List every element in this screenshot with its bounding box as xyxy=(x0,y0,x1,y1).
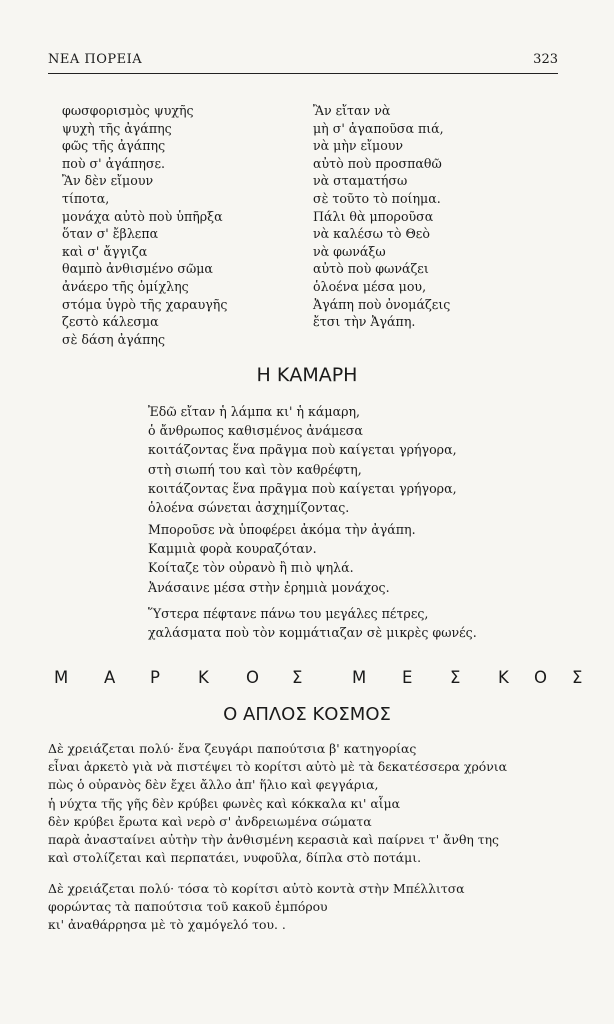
poem-line: Κοίταζε τὸν οὐρανὸ ἢ πιὸ ψηλά. xyxy=(148,560,354,576)
poem-line: Ὕστερα πέφτανε πάνω του μεγάλες πέτρες, xyxy=(148,606,429,621)
poem-line: ψυχὴ τῆς ἀγάπης xyxy=(62,120,172,136)
poem-title-kamari: Η ΚΑΜΑΡΗ xyxy=(256,364,358,386)
poem-line: ἀνάερο τῆς ὀμίχλης xyxy=(62,278,189,294)
page-number: 323 xyxy=(533,52,558,67)
poem-line: μονάχα αὐτὸ ποὺ ὑπῆρξα xyxy=(62,208,223,224)
poem-line: ὅταν σ' ἔβλεπα xyxy=(62,226,159,242)
author-letter: Κ xyxy=(198,668,209,687)
author-letter: Μ xyxy=(54,668,69,687)
poem-line: φορώντας τὰ παπούτσια τοῦ κακοῦ ἐμπόρου xyxy=(48,899,328,915)
poem-line: φωσφορισμὸς ψυχῆς xyxy=(62,103,194,118)
author-letter: Α xyxy=(104,668,116,687)
poem-line: Δὲ χρειάζεται πολύ· τόσα τὸ κορίτσι αὐτὸ κοντὰ στὴν Μπέλλιτσα xyxy=(48,881,465,896)
poem-line: χαλάσματα ποὺ τὸν κομμάτιαζαν σὲ μικρὲς φωνές. xyxy=(148,625,477,641)
author-letter: Ε xyxy=(402,668,413,687)
journal-title: ΝΕΑ ΠΟΡΕΙΑ xyxy=(48,52,143,67)
author-letter: Ο xyxy=(246,668,259,687)
author-letter: Ο xyxy=(534,668,547,687)
poem-line: καὶ στολίζεται καὶ περπατάει, νυφοῦλα, δίπλα στὸ ποτάμι. xyxy=(48,850,422,866)
poem-line: Πάλι θὰ μποροῦσα xyxy=(313,208,434,224)
running-header xyxy=(48,52,558,70)
poem-line: ὁλοένα σώνεται ἀσχημίζοντας. xyxy=(148,500,350,516)
poem-line: Ἀνάσαινε μέσα στὴν ἐρημιὰ μονάχος. xyxy=(148,579,390,595)
poem-title-kosmos: Ο ΑΠΛΟΣ ΚΟΣΜΟΣ xyxy=(223,704,391,725)
author-name xyxy=(54,668,583,690)
poem-line: Δὲ χρειάζεται πολύ· ἕνα ζευγάρι παπούτσια β' κατηγορίας xyxy=(48,741,417,756)
poem-line: στὴ σιωπή του καὶ τὸν καθρέφτη, xyxy=(148,461,362,477)
poem-line: παρὰ ἀνασταίνει αὐτὴν τὴν ἀνθισμένη κερασιὰ καὶ παίρνει τ' ἄνθη της xyxy=(48,832,499,848)
poem-line: στόμα ὑγρὸ τῆς χαραυγῆς xyxy=(62,296,228,312)
poem-line: μὴ σ' ἀγαποῦσα πιά, xyxy=(313,120,444,136)
kosmos-paragraph-2 xyxy=(48,880,465,935)
poem-line: σὲ τοῦτο τὸ ποίημα. xyxy=(313,190,441,206)
poem-line: ζεστὸ κάλεσμα xyxy=(62,314,159,330)
poem-line: πὼς ὁ οὐρανὸς δὲν ἔχει ἄλλο ἀπ' ἥλιο καὶ φεγγάρια, xyxy=(48,777,379,793)
poem-left-column xyxy=(62,102,227,348)
poem-line: ὁλοένα μέσα μου, xyxy=(313,278,427,294)
kamari-stanza-3 xyxy=(148,604,477,642)
poem-line: Μποροῦσε νὰ ὑποφέρει ἀκόμα τὴν ἀγάπη. xyxy=(148,522,416,537)
poem-line: αὐτὸ ποὺ προσπαθῶ xyxy=(313,155,442,171)
poem-line: δὲν κρύβει ἔρωτα καὶ νερὸ σ' ἀνδρειωμένα σώματα xyxy=(48,813,372,829)
kamari-stanza-2 xyxy=(148,520,416,597)
author-letter: Μ xyxy=(352,668,367,687)
poem-line: κοιτάζοντας ἕνα πρᾶγμα ποὺ καίγεται γρήγορα, xyxy=(148,442,457,458)
poem-line: εἶναι ἀρκετὸ γιὰ νὰ πιστέψει τὸ κορίτσι αὐτὸ μὲ τὰ δεκατέσσερα χρόνια xyxy=(48,759,507,775)
poem-line: νὰ σταματήσω xyxy=(313,173,408,189)
author-letter: Σ xyxy=(292,668,303,687)
poem-line: κοιτάζοντας ἕνα πρᾶγμα ποὺ καίγεται γρήγορα, xyxy=(148,480,457,496)
poem-line: ὁ ἄνθρωπος καθισμένος ἀνάμεσα xyxy=(148,423,363,439)
poem-line: φῶς τῆς ἀγάπης xyxy=(62,138,166,154)
poem-line: κι' ἀναθάρρησα μὲ τὸ χαμόγελό του. . xyxy=(48,917,286,933)
author-letter: Σ xyxy=(572,668,583,687)
header-rule xyxy=(48,73,558,74)
poem-line: σὲ δάση ἀγάπης xyxy=(62,331,166,347)
poem-line: ποὺ σ' ἀγάπησε. xyxy=(62,155,166,171)
poem-line: Ἂν εἴταν νὰ xyxy=(313,103,391,118)
poem-line: νὰ μὴν εἴμουν xyxy=(313,138,404,154)
poem-line: Ἀγάπη ποὺ ὀνομάζεις xyxy=(313,296,451,312)
poem-line: νὰ καλέσω τὸ Θεὸ xyxy=(313,226,430,242)
poem-line: Ἐδῶ εἴταν ἡ λάμπα κι' ἡ κάμαρη, xyxy=(148,404,361,419)
poem-right-column xyxy=(313,102,450,331)
poem-line: καὶ σ' ἄγγιζα xyxy=(62,243,148,259)
poem-line: ἔτσι τὴν Ἀγάπη. xyxy=(313,314,416,330)
poem-line: νὰ φωνάξω xyxy=(313,243,386,259)
poem-line: αὐτὸ ποὺ φωνάζει xyxy=(313,261,429,277)
author-letter: Κ xyxy=(498,668,509,687)
poem-line: Ἂν δὲν εἴμουν xyxy=(62,173,154,189)
poem-line: θαμπὸ ἀνθισμένο σῶμα xyxy=(62,261,213,277)
poem-line: ἡ νύχτα τῆς γῆς δὲν κρύβει φωνὲς καὶ κόκκαλα κι' αἷμα xyxy=(48,795,401,811)
author-letter: Ρ xyxy=(150,668,160,687)
kosmos-paragraph-1 xyxy=(48,740,507,867)
poem-line: τίποτα, xyxy=(62,190,110,206)
poem-line: Καμμιὰ φορὰ κουραζόταν. xyxy=(148,541,317,557)
author-letter: Σ xyxy=(450,668,461,687)
kamari-stanza-1 xyxy=(148,402,457,517)
